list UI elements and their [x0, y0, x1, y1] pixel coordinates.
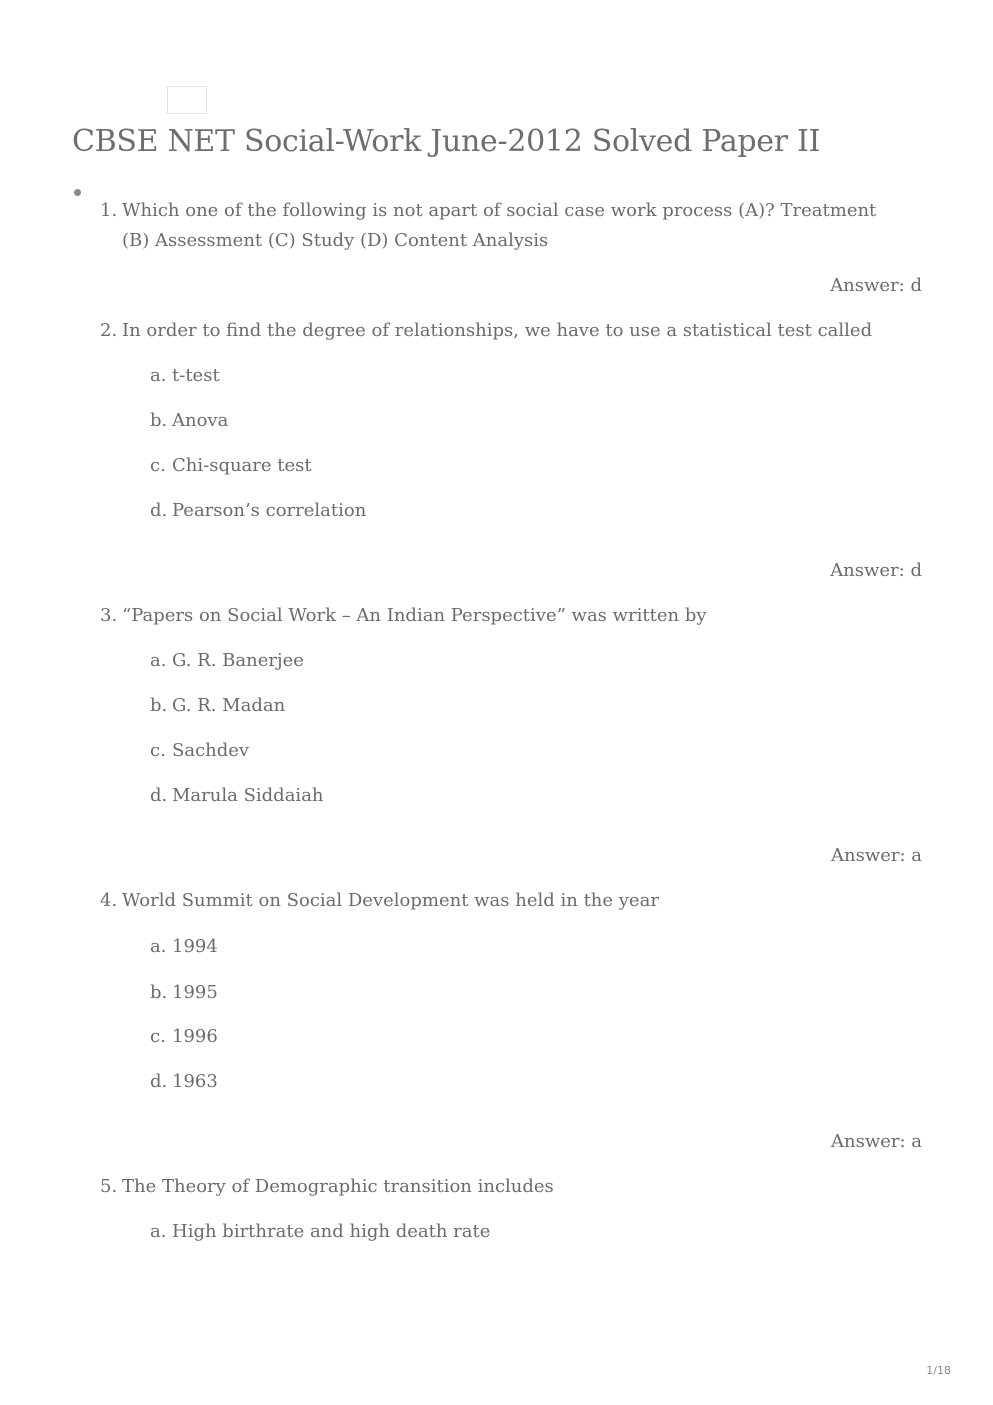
option-letter: b.	[150, 982, 168, 1003]
list-bullet	[74, 189, 81, 196]
option	[150, 693, 285, 719]
logo-placeholder	[167, 86, 207, 114]
option	[150, 934, 218, 960]
option-letter: a.	[150, 650, 167, 671]
option-text: 1995	[172, 982, 218, 1003]
option	[150, 783, 324, 809]
option-letter: a.	[150, 936, 167, 957]
option	[150, 1024, 218, 1050]
option-letter: c.	[150, 455, 166, 476]
page-title: CBSE NET Social-Work June-2012 Solved Paper II	[72, 124, 821, 159]
option-letter: b.	[150, 410, 168, 431]
option-text: 1996	[172, 1026, 218, 1047]
option-text: Anova	[172, 410, 229, 431]
answer-3: Answer: a	[830, 845, 922, 866]
option	[150, 453, 312, 479]
question-number: 4.	[100, 890, 118, 911]
question-text: The Theory of Demographic transition includes	[122, 1176, 554, 1197]
option-text: 1994	[172, 936, 218, 957]
option-text: G. R. Banerjee	[172, 650, 304, 671]
option-text: Pearson’s correlation	[172, 500, 367, 521]
question-2	[100, 316, 900, 346]
question-4	[100, 886, 900, 916]
option-letter: d.	[150, 785, 168, 806]
question-text: Which one of the following is not apart of social case work process (A)? Treatment (B) Assessment (C) Study (D) Content Analysis	[122, 200, 877, 251]
option-letter: d.	[150, 500, 168, 521]
option-text: Marula Siddaiah	[172, 785, 324, 806]
option	[150, 408, 228, 434]
option-letter: a.	[150, 1221, 167, 1242]
question-5	[100, 1172, 900, 1202]
option-text: t-test	[172, 365, 220, 386]
option-text: High birthrate and high death rate	[172, 1221, 491, 1242]
question-number: 2.	[100, 320, 118, 341]
option-letter: c.	[150, 740, 166, 761]
question-1	[100, 196, 900, 256]
option	[150, 738, 249, 764]
question-number: 3.	[100, 605, 118, 626]
answer-1: Answer: d	[830, 275, 922, 296]
option	[150, 980, 218, 1006]
question-3	[100, 601, 900, 631]
option	[150, 1069, 218, 1095]
option-letter: a.	[150, 365, 167, 386]
question-number: 1.	[100, 200, 118, 221]
question-text: In order to find the degree of relationships, we have to use a statistical test called	[122, 320, 873, 341]
option	[150, 363, 220, 389]
option-text: 1963	[172, 1071, 218, 1092]
option-text: G. R. Madan	[172, 695, 286, 716]
option	[150, 1219, 490, 1245]
question-text: “Papers on Social Work – An Indian Perspective” was written by	[122, 605, 707, 626]
option	[150, 498, 366, 524]
answer-2: Answer: d	[830, 560, 922, 581]
option	[150, 648, 304, 674]
option-letter: c.	[150, 1026, 166, 1047]
question-number: 5.	[100, 1176, 118, 1197]
option-letter: d.	[150, 1071, 168, 1092]
answer-4: Answer: a	[830, 1131, 922, 1152]
page-indicator: 1/18	[926, 1364, 951, 1377]
option-text: Chi-square test	[172, 455, 312, 476]
option-letter: b.	[150, 695, 168, 716]
option-text: Sachdev	[172, 740, 250, 761]
question-text: World Summit on Social Development was held in the year	[122, 890, 659, 911]
